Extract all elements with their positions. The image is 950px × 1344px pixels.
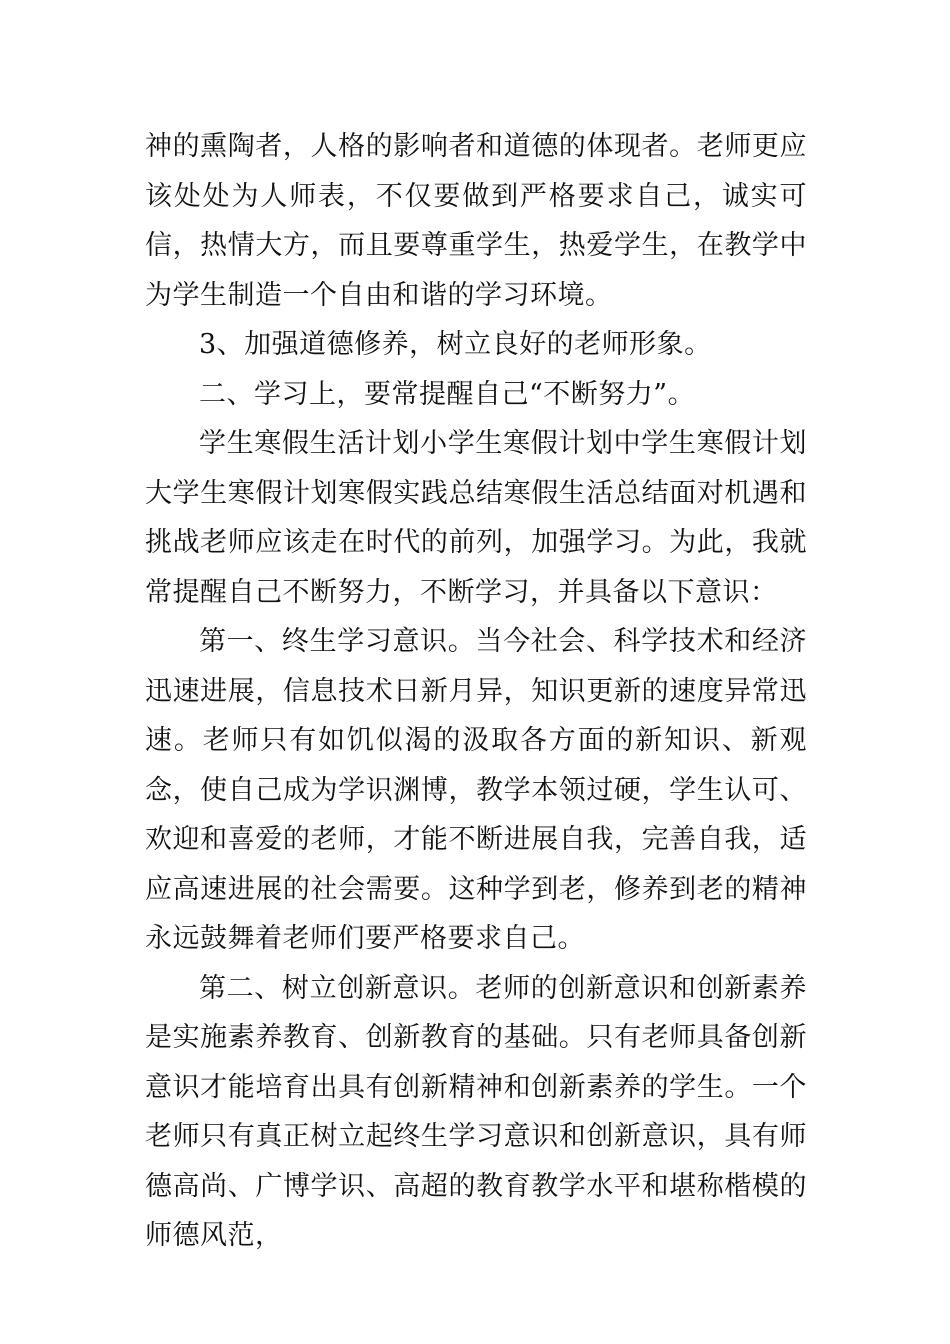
paragraph-innovation: 第二、树立创新意识。老师的创新意识和创新素养是实施素养教育、创新教育的基础。只有老师具备创新意识才能培育出具有创新精神和创新素养的学生。一个老师只有真正树立起终生学习意识和创新意识，具有师德高尚、广博学识、高超的教育教学水平和堪称楷模的师德风范， (145, 972, 807, 1251)
paragraph-winter-plan: 学生寒假生活计划小学生寒假计划中学生寒假计划大学生寒假计划寒假实践总结寒假生活总结面对机遇和挑战老师应该走在时代的前列，加强学习。为此，我就常提醒自己不断努力，不断学习，并具备以下意识： (145, 428, 807, 608)
paragraph-moral-cultivation: 3、加强道德修养，树立良好的老师形象。 (199, 329, 712, 360)
paragraph-section-two-heading: 二、学习上，要常提醒自己“不断努力”。 (199, 378, 696, 410)
paragraph-lifelong-learning: 第一、终生学习意识。当今社会、科学技术和经济迅速进展，信息技术日新月异，知识更新的速度异常迅速。老师只有如饥似渴的汲取各方面的新知识、新观念，使自己成为学识渊博，教学本领过硬，学生认可、欢迎和喜爱的老师，才能不断进展自我，完善自我，适应高速进展的社会需要。这种学到老，修养到老的精神永远鼓舞着老师们要严格要求自己。 (145, 626, 807, 954)
document-page (145, 122, 807, 1261)
paragraph-continuation: 神的熏陶者，人格的影响者和道德的体现者。老师更应该处处为人师表，不仅要做到严格要求自己，诚实可信，热情大方，而且要尊重学生，热爱学生，在教学中为学生制造一个自由和谐的学习环境。 (145, 131, 807, 311)
